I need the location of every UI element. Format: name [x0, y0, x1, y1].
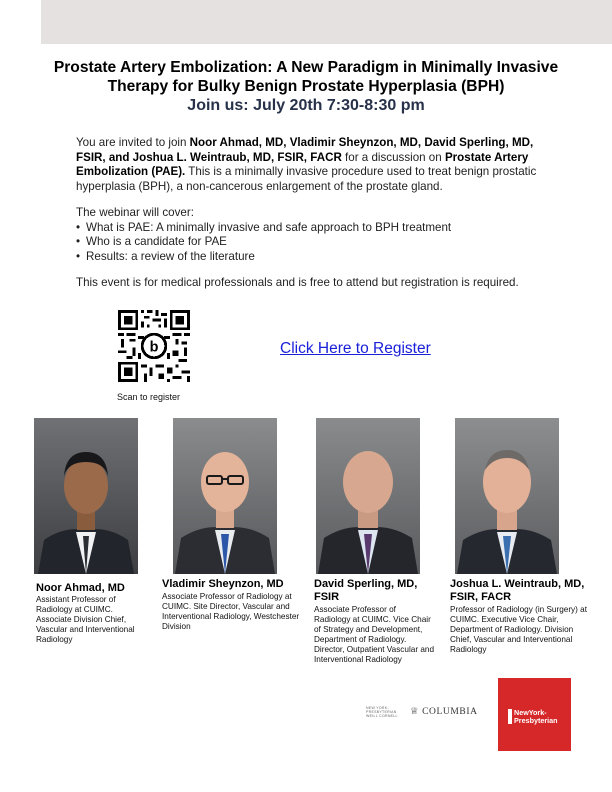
topic-list [76, 221, 546, 265]
speaker-name: David Sperling, MD, FSIR [314, 578, 418, 603]
register-link[interactable]: Click Here to Register [280, 340, 431, 357]
weill-cornell-logo: NEW YORK-PRESBYTERIAN WEILL CORNELL [366, 706, 398, 718]
speaker-role: Associate Professor of Radiology at CUIMC. Site Director, Vascular and Interventional Radiology, Westchester Division [162, 592, 300, 631]
qr-code[interactable] [118, 310, 190, 382]
intro-mid: for a discussion on [341, 150, 445, 164]
nyp-wordmark: NewYork-Presbyterian [514, 708, 558, 725]
speaker-photo [173, 418, 277, 574]
speaker-name: Vladimir Sheynzon, MD [162, 578, 284, 590]
nyp-logo [498, 678, 571, 751]
intro-topic: Prostate Artery Embolization (PAE). [76, 150, 529, 179]
speaker-role: Professor of Radiology (in Surgery) at CUIMC. Executive Vice Chair, Department of Radiology. Division Chief, Vascular and Interventional Radiology [450, 605, 587, 654]
speaker-name: Joshua L. Weintraub, MD, FSIR, FACR [450, 578, 585, 603]
topic-item: • Results: a review of the literature [76, 250, 546, 265]
scan-label: Scan to register [117, 392, 181, 402]
header-band [41, 0, 612, 44]
speaker-name: Noor Ahmad, MD [36, 582, 125, 594]
webinar-heading: The webinar will cover: [76, 206, 194, 219]
title-line-2: Therapy for Bulky Benign Prostate Hyperplasia (BPH) [107, 78, 505, 95]
speaker-role: Associate Professor of Radiology at CUIMC. Vice Chair of Strategy and Development, Department of Radiology. Director, Outpatient Vascular and Interventional Radiology [314, 605, 434, 664]
topic-item: • What is PAE: A minimally invasive and safe approach to BPH treatment [76, 221, 546, 236]
intro-paragraph [76, 136, 554, 194]
columbia-wordmark: COLUMBIA [422, 707, 478, 717]
event-date: Join us: July 20th 7:30-8:30 pm [187, 97, 425, 114]
speaker-photo [455, 418, 559, 574]
event-title [30, 58, 582, 115]
nyp-mark-icon [508, 709, 512, 724]
registration-notice: This event is for medical professionals and is free to attend but registration is required. [76, 276, 519, 289]
title-line-1: Prostate Artery Embolization: A New Paradigm in Minimally Invasive [53, 59, 559, 76]
speaker-photo [316, 418, 420, 574]
crown-icon: ♕ [410, 707, 420, 717]
speaker-role: Assistant Professor of Radiology at CUIMC. Associate Division Chief, Vascular and Interventional Radiology [36, 595, 135, 644]
intro-speakers: Noor Ahmad, MD, Vladimir Sheynzon, MD, David Sperling, MD, FSIR, and Joshua L. Weintraub, MD, FSIR, FACR [76, 136, 534, 164]
svg-text:b: b [149, 339, 159, 356]
intro-lead: You are invited to join [76, 136, 190, 149]
columbia-logo [410, 706, 478, 717]
topic-item: • Who is a candidate for PAE [76, 235, 546, 250]
webinar-topics [76, 206, 546, 264]
speaker-photo [34, 418, 138, 574]
intro-tail: This is a minimally invasive procedure used to treat benign prostatic hyperplasia (BPH), a non-cancerous enlargement of the prostate gland. [76, 165, 537, 193]
